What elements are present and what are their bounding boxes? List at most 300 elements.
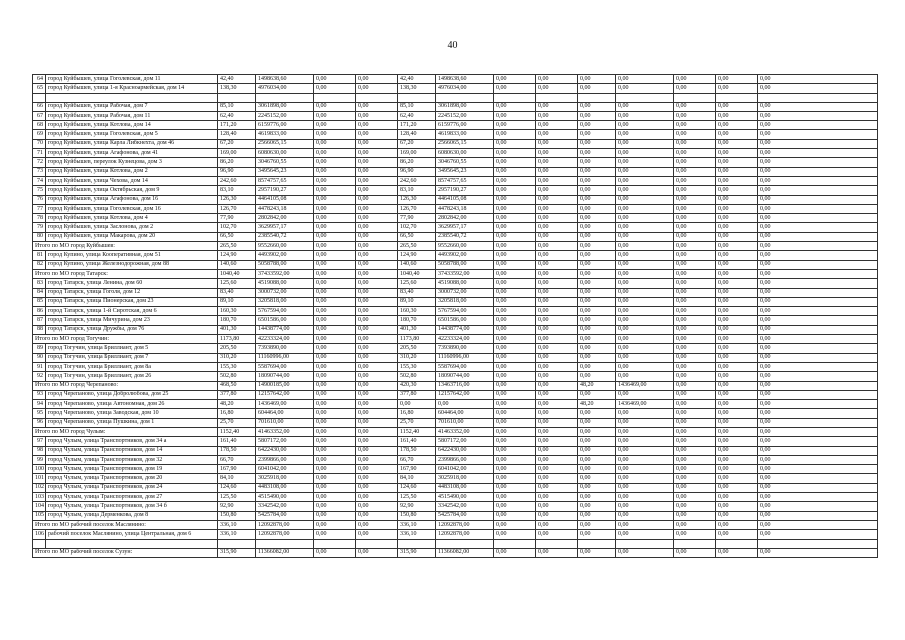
- value-cell: 0,00: [758, 381, 878, 390]
- value-cell: 0,00: [758, 316, 878, 325]
- value-cell: 161,40: [218, 437, 256, 446]
- value-cell: 0,00: [536, 409, 578, 418]
- value-cell: 0,00: [494, 167, 536, 176]
- value-cell: 0,00: [536, 130, 578, 139]
- value-cell: [758, 539, 878, 548]
- subtotal-row: [33, 335, 878, 344]
- value-cell: 0,00: [758, 195, 878, 204]
- value-cell: 180,70: [398, 316, 436, 325]
- value-cell: 0,00: [536, 158, 578, 167]
- address-cell: город Куйбышев, улица Рабочая, дом 11: [46, 111, 218, 120]
- address-cell: город Татарск, улица Пионерская, дом 23: [46, 297, 218, 306]
- value-cell: 0,00: [716, 297, 758, 306]
- table-row: [33, 530, 878, 539]
- value-cell: 4619833,00: [436, 130, 494, 139]
- address-cell: город Тогучин, улица Бриллиант, дом 7: [46, 353, 218, 362]
- value-cell: 0,00: [314, 502, 356, 511]
- value-cell: 0,00: [578, 111, 616, 120]
- value-cell: 42233324,00: [256, 335, 314, 344]
- address-cell: город Черепаново, улица Добролюбова, дом 25: [46, 390, 218, 399]
- value-cell: 0,00: [616, 297, 674, 306]
- value-cell: 0,00: [716, 186, 758, 195]
- table-row: [33, 251, 878, 260]
- value-cell: 1498638,60: [436, 75, 494, 84]
- value-cell: 0,00: [578, 511, 616, 520]
- value-cell: 0,00: [356, 232, 398, 241]
- value-cell: 0,00: [674, 390, 716, 399]
- value-cell: 12157642,00: [256, 390, 314, 399]
- value-cell: 0,00: [356, 111, 398, 120]
- value-cell: 0,00: [758, 353, 878, 362]
- value-cell: 11366082,00: [436, 548, 494, 557]
- row-index: 93: [33, 390, 46, 399]
- value-cell: 0,00: [674, 84, 716, 93]
- value-cell: 0,00: [494, 223, 536, 232]
- value-cell: 0,00: [536, 232, 578, 241]
- value-cell: 2566065,15: [436, 139, 494, 148]
- subtotal-label: Итого по МО рабочий поселок Сузун:: [33, 548, 218, 557]
- value-cell: 0,00: [716, 316, 758, 325]
- value-cell: 3495645,23: [436, 167, 494, 176]
- value-cell: [218, 93, 256, 102]
- value-cell: 0,00: [314, 158, 356, 167]
- value-cell: 0,00: [578, 316, 616, 325]
- row-index: 94: [33, 400, 46, 409]
- value-cell: 0,00: [536, 353, 578, 362]
- value-cell: 126,30: [398, 195, 436, 204]
- value-cell: 67,20: [398, 139, 436, 148]
- value-cell: 11160996,00: [436, 353, 494, 362]
- value-cell: 0,00: [674, 316, 716, 325]
- value-cell: 0,00: [758, 418, 878, 427]
- value-cell: 0,00: [314, 260, 356, 269]
- row-index: 65: [33, 84, 46, 93]
- table-row: [33, 316, 878, 325]
- value-cell: 4478243,18: [256, 204, 314, 213]
- value-cell: 62,40: [218, 111, 256, 120]
- value-cell: 0,00: [758, 307, 878, 316]
- value-cell: 102,70: [218, 223, 256, 232]
- subtotal-label: Итого по МО город Татарск:: [33, 269, 218, 278]
- value-cell: 0,00: [536, 214, 578, 223]
- value-cell: 86,20: [218, 158, 256, 167]
- value-cell: 0,00: [314, 418, 356, 427]
- table-row: [33, 84, 878, 93]
- value-cell: 0,00: [716, 400, 758, 409]
- value-cell: 167,90: [218, 465, 256, 474]
- value-cell: 0,00: [494, 279, 536, 288]
- value-cell: 0,00: [536, 325, 578, 334]
- value-cell: 0,00: [616, 214, 674, 223]
- value-cell: 124,90: [218, 251, 256, 260]
- value-cell: 265,50: [398, 242, 436, 251]
- value-cell: 37433592,00: [256, 269, 314, 278]
- value-cell: 0,00: [716, 288, 758, 297]
- value-cell: 0,00: [716, 149, 758, 158]
- value-cell: 124,60: [218, 483, 256, 492]
- value-cell: 6159776,00: [436, 121, 494, 130]
- value-cell: 67,20: [218, 139, 256, 148]
- value-cell: 84,10: [398, 474, 436, 483]
- value-cell: 401,30: [398, 325, 436, 334]
- value-cell: 169,00: [398, 149, 436, 158]
- address-cell: город Куйбышев, улица Чехова, дом 14: [46, 176, 218, 185]
- value-cell: 0,00: [674, 186, 716, 195]
- value-cell: 0,00: [314, 307, 356, 316]
- table-row: [33, 437, 878, 446]
- value-cell: 41463352,00: [436, 427, 494, 436]
- row-index: 104: [33, 502, 46, 511]
- address-cell: город Куйбышев, улица Макарова, дом 20: [46, 232, 218, 241]
- value-cell: 14900185,00: [256, 381, 314, 390]
- table-row: [33, 214, 878, 223]
- value-cell: 0,00: [494, 409, 536, 418]
- value-cell: 7393890,00: [436, 344, 494, 353]
- value-cell: 3342542,00: [436, 502, 494, 511]
- value-cell: 1040,40: [218, 269, 256, 278]
- value-cell: 0,00: [716, 158, 758, 167]
- value-cell: 0,00: [356, 195, 398, 204]
- value-cell: 0,00: [616, 223, 674, 232]
- value-cell: 6041042,00: [436, 465, 494, 474]
- value-cell: 0,00: [758, 483, 878, 492]
- value-cell: 66,70: [398, 455, 436, 464]
- value-cell: 0,00: [616, 483, 674, 492]
- value-cell: 0,00: [674, 111, 716, 120]
- value-cell: 48,20: [578, 381, 616, 390]
- value-cell: 0,00: [758, 502, 878, 511]
- value-cell: 0,00: [356, 223, 398, 232]
- value-cell: 0,00: [536, 381, 578, 390]
- value-cell: 0,00: [356, 362, 398, 371]
- row-index: 90: [33, 353, 46, 362]
- value-cell: 5807172,00: [256, 437, 314, 446]
- value-cell: 315,90: [218, 548, 256, 557]
- value-cell: 0,00: [758, 325, 878, 334]
- value-cell: 0,00: [536, 75, 578, 84]
- value-cell: 0,00: [356, 511, 398, 520]
- value-cell: 0,00: [536, 474, 578, 483]
- value-cell: 0,00: [578, 325, 616, 334]
- value-cell: 0,00: [758, 474, 878, 483]
- value-cell: 0,00: [758, 437, 878, 446]
- value-cell: 0,00: [536, 335, 578, 344]
- table-row: [33, 493, 878, 502]
- value-cell: 310,20: [398, 353, 436, 362]
- value-cell: 0,00: [578, 455, 616, 464]
- value-cell: 0,00: [616, 139, 674, 148]
- value-cell: 6080630,00: [256, 149, 314, 158]
- value-cell: 0,00: [494, 130, 536, 139]
- value-cell: 0,00: [356, 335, 398, 344]
- value-cell: 0,00: [616, 548, 674, 557]
- value-cell: 0,00: [356, 316, 398, 325]
- value-cell: 0,00: [758, 372, 878, 381]
- value-cell: 0,00: [314, 176, 356, 185]
- value-cell: 1436469,00: [616, 400, 674, 409]
- value-cell: [256, 539, 314, 548]
- value-cell: 1436469,00: [616, 381, 674, 390]
- value-cell: 0,00: [616, 335, 674, 344]
- row-index: [33, 539, 46, 548]
- value-cell: 0,00: [578, 149, 616, 158]
- row-index: 64: [33, 75, 46, 84]
- value-cell: 124,60: [398, 483, 436, 492]
- value-cell: 11160996,00: [256, 353, 314, 362]
- value-cell: 3000732,00: [256, 288, 314, 297]
- value-cell: 0,00: [716, 409, 758, 418]
- value-cell: 0,00: [716, 344, 758, 353]
- value-cell: 5807172,00: [436, 437, 494, 446]
- table-row: [33, 121, 878, 130]
- value-cell: 4464105,08: [436, 195, 494, 204]
- value-cell: 160,30: [398, 307, 436, 316]
- value-cell: 0,00: [674, 335, 716, 344]
- value-cell: 85,10: [218, 102, 256, 111]
- value-cell: 0,00: [314, 483, 356, 492]
- value-cell: 0,00: [356, 251, 398, 260]
- value-cell: 0,00: [758, 75, 878, 84]
- value-cell: 0,00: [536, 372, 578, 381]
- value-cell: 0,00: [356, 353, 398, 362]
- value-cell: 0,00: [494, 511, 536, 520]
- value-cell: 0,00: [494, 251, 536, 260]
- value-cell: 84,10: [218, 474, 256, 483]
- value-cell: 0,00: [314, 84, 356, 93]
- subtotal-row: [33, 381, 878, 390]
- table-row: [33, 111, 878, 120]
- value-cell: 0,00: [536, 344, 578, 353]
- value-cell: 2957190,27: [256, 186, 314, 195]
- value-cell: 0,00: [536, 502, 578, 511]
- value-cell: 1152,40: [218, 427, 256, 436]
- table-row: [33, 195, 878, 204]
- value-cell: 66,50: [398, 232, 436, 241]
- value-cell: 0,00: [578, 548, 616, 557]
- value-cell: 0,00: [616, 530, 674, 539]
- value-cell: 138,30: [398, 84, 436, 93]
- value-cell: 0,00: [314, 149, 356, 158]
- value-cell: 0,00: [674, 548, 716, 557]
- value-cell: 0,00: [616, 158, 674, 167]
- row-index: 97: [33, 437, 46, 446]
- value-cell: 0,00: [314, 316, 356, 325]
- row-index: 76: [33, 195, 46, 204]
- value-cell: 171,20: [398, 121, 436, 130]
- value-cell: 0,00: [674, 149, 716, 158]
- address-cell: город Чулым, улица Транспортников, дом 32: [46, 455, 218, 464]
- value-cell: 3061898,00: [256, 102, 314, 111]
- address-cell: город Тогучин, улица Бриллиант, дом 5: [46, 344, 218, 353]
- table-row: [33, 353, 878, 362]
- value-cell: 0,00: [616, 102, 674, 111]
- value-cell: 0,00: [758, 84, 878, 93]
- value-cell: 0,00: [536, 511, 578, 520]
- value-cell: 0,00: [758, 344, 878, 353]
- value-cell: 0,00: [494, 381, 536, 390]
- value-cell: 0,00: [716, 372, 758, 381]
- value-cell: 0,00: [578, 167, 616, 176]
- subtotal-label: Итого по МО город Черепаново:: [33, 381, 218, 390]
- value-cell: 502,80: [398, 372, 436, 381]
- value-cell: 0,00: [674, 446, 716, 455]
- value-cell: 0,00: [758, 260, 878, 269]
- value-cell: [674, 539, 716, 548]
- value-cell: 0,00: [536, 288, 578, 297]
- table-row: [33, 149, 878, 158]
- value-cell: 0,00: [536, 390, 578, 399]
- row-index: 77: [33, 204, 46, 213]
- row-index: 103: [33, 493, 46, 502]
- value-cell: 0,00: [758, 520, 878, 529]
- value-cell: 0,00: [314, 121, 356, 130]
- value-cell: 0,00: [758, 288, 878, 297]
- value-cell: 336,10: [398, 530, 436, 539]
- value-cell: 0,00: [356, 167, 398, 176]
- value-cell: 5425784,00: [436, 511, 494, 520]
- value-cell: 0,00: [536, 176, 578, 185]
- value-cell: [356, 539, 398, 548]
- value-cell: 0,00: [674, 130, 716, 139]
- value-cell: 14438774,00: [436, 325, 494, 334]
- value-cell: 0,00: [356, 465, 398, 474]
- value-cell: 42,40: [398, 75, 436, 84]
- value-cell: 0,00: [356, 176, 398, 185]
- value-cell: 0,00: [758, 530, 878, 539]
- value-cell: 0,00: [314, 446, 356, 455]
- value-cell: 0,00: [536, 167, 578, 176]
- value-cell: 0,00: [494, 474, 536, 483]
- address-cell: город Чулым, улица Транспортников, дом 14: [46, 446, 218, 455]
- value-cell: 0,00: [716, 279, 758, 288]
- value-cell: 0,00: [314, 548, 356, 557]
- value-cell: 4478243,18: [436, 204, 494, 213]
- value-cell: 0,00: [674, 344, 716, 353]
- address-cell: город Куйбышев, улица Агафонова, дом 16: [46, 195, 218, 204]
- value-cell: 0,00: [578, 288, 616, 297]
- value-cell: 0,00: [536, 530, 578, 539]
- value-cell: 0,00: [494, 353, 536, 362]
- value-cell: 0,00: [494, 242, 536, 251]
- value-cell: 0,00: [536, 223, 578, 232]
- value-cell: 4483108,00: [436, 483, 494, 492]
- value-cell: 0,00: [758, 176, 878, 185]
- value-cell: 0,00: [536, 260, 578, 269]
- value-cell: 0,00: [494, 269, 536, 278]
- value-cell: 0,00: [674, 362, 716, 371]
- row-index: 67: [33, 111, 46, 120]
- value-cell: 5587694,00: [256, 362, 314, 371]
- value-cell: 0,00: [758, 548, 878, 557]
- value-cell: 0,00: [578, 483, 616, 492]
- value-cell: 0,00: [758, 279, 878, 288]
- value-cell: 0,00: [356, 269, 398, 278]
- value-cell: 0,00: [356, 446, 398, 455]
- value-cell: 0,00: [716, 325, 758, 334]
- value-cell: 0,00: [578, 242, 616, 251]
- value-cell: 0,00: [356, 418, 398, 427]
- address-cell: город Куйбышев, улица Заслонова, дом 2: [46, 223, 218, 232]
- value-cell: 4515490,00: [436, 493, 494, 502]
- row-index: 72: [33, 158, 46, 167]
- value-cell: 0,00: [758, 362, 878, 371]
- address-cell: город Куйбышев, улица Гоголевская, дом 11: [46, 75, 218, 84]
- value-cell: 0,00: [314, 325, 356, 334]
- value-cell: 41463352,00: [256, 427, 314, 436]
- value-cell: 0,00: [356, 520, 398, 529]
- value-cell: 0,00: [758, 167, 878, 176]
- value-cell: 9552660,00: [436, 242, 494, 251]
- row-index: 81: [33, 251, 46, 260]
- value-cell: 0,00: [616, 390, 674, 399]
- value-cell: 0,00: [578, 139, 616, 148]
- value-cell: 205,50: [218, 344, 256, 353]
- value-cell: 0,00: [494, 214, 536, 223]
- value-cell: 0,00: [536, 316, 578, 325]
- value-cell: 0,00: [716, 260, 758, 269]
- value-cell: 0,00: [314, 186, 356, 195]
- value-cell: 0,00: [674, 493, 716, 502]
- value-cell: 0,00: [494, 344, 536, 353]
- value-cell: 3061898,00: [436, 102, 494, 111]
- value-cell: 0,00: [494, 297, 536, 306]
- value-cell: 6041042,00: [256, 465, 314, 474]
- value-cell: 4619833,00: [256, 130, 314, 139]
- value-cell: 0,00: [674, 279, 716, 288]
- table-row: [33, 176, 878, 185]
- value-cell: 155,30: [398, 362, 436, 371]
- value-cell: 0,00: [536, 483, 578, 492]
- value-cell: 0,00: [716, 511, 758, 520]
- value-cell: 0,00: [716, 455, 758, 464]
- value-cell: 2245152,00: [256, 111, 314, 120]
- value-cell: 0,00: [716, 483, 758, 492]
- address-cell: город Чулым, улица Дерменкова, дом 8: [46, 511, 218, 520]
- value-cell: 0,00: [494, 548, 536, 557]
- value-cell: 0,00: [536, 84, 578, 93]
- value-cell: 0,00: [716, 167, 758, 176]
- address-cell: [46, 93, 218, 102]
- row-index: 69: [33, 130, 46, 139]
- value-cell: 5767594,00: [256, 307, 314, 316]
- row-index: 98: [33, 446, 46, 455]
- value-cell: 3025918,00: [436, 474, 494, 483]
- value-cell: 25,70: [398, 418, 436, 427]
- value-cell: 0,00: [314, 232, 356, 241]
- value-cell: 0,00: [616, 493, 674, 502]
- value-cell: 6501586,00: [436, 316, 494, 325]
- value-cell: 0,00: [758, 251, 878, 260]
- value-cell: 0,00: [494, 427, 536, 436]
- value-cell: 2802842,00: [436, 214, 494, 223]
- address-cell: город Куйбышев, улица Гоголевская, дом 5: [46, 130, 218, 139]
- value-cell: 0,00: [314, 530, 356, 539]
- value-cell: 92,90: [218, 502, 256, 511]
- value-cell: 171,20: [218, 121, 256, 130]
- value-cell: 0,00: [314, 75, 356, 84]
- value-cell: 9552660,00: [256, 242, 314, 251]
- value-cell: 4519088,00: [436, 279, 494, 288]
- value-cell: [758, 93, 878, 102]
- table-row: [33, 483, 878, 492]
- row-index: 101: [33, 474, 46, 483]
- value-cell: 0,00: [536, 139, 578, 148]
- address-cell: [46, 539, 218, 548]
- value-cell: 0,00: [674, 437, 716, 446]
- value-cell: 0,00: [356, 502, 398, 511]
- value-cell: 0,00: [314, 195, 356, 204]
- table-row: [33, 75, 878, 84]
